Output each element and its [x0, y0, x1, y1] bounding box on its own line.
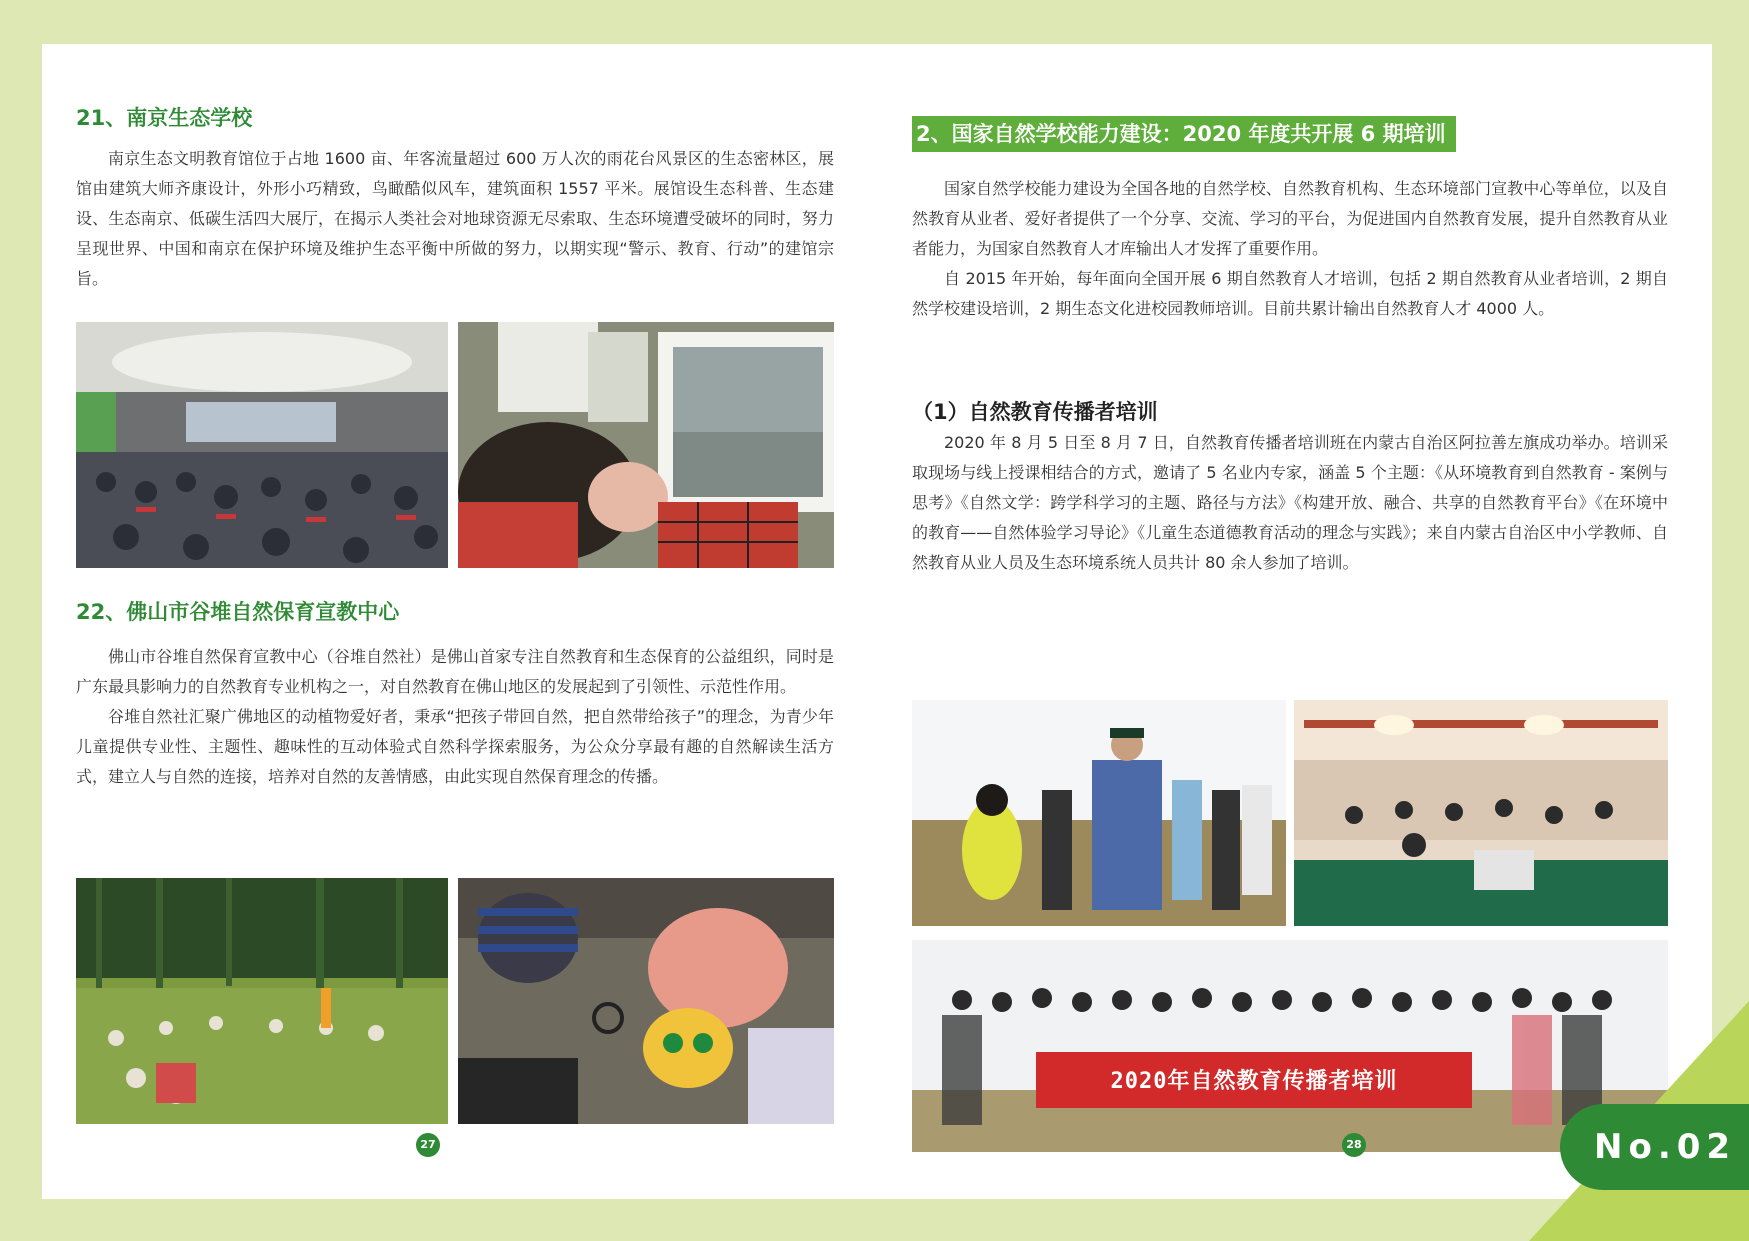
photo-exhibit	[458, 322, 834, 568]
section2-title: 2、国家自然学校能力建设：2020 年度共开展 6 期培训	[912, 116, 1456, 152]
photo-conference	[1294, 700, 1668, 926]
page-number-right: 28	[1342, 1133, 1366, 1157]
photo-lawn-circle	[76, 878, 448, 1124]
section22-title: 22、佛山市谷堆自然保育宣教中心	[76, 600, 400, 624]
chapter-badge: No.02	[1560, 1104, 1749, 1190]
page-number-left: 27	[416, 1133, 440, 1157]
section21-paragraph-1: 南京生态文明教育馆位于占地 1600 亩、年客流量超过 600 万人次的雨花台风景区的生态密林区，展馆由建筑大师齐康设计，外形小巧精致，鸟瞰酷似风车，建筑面积 1557 平米。展馆设生态科普、生态建设、生态南京、低碳生活四大展厅，在揭示人类社会对地球资源无尽索取、生态环境遭受破坏的同时，努力呈现世界、中国和南京在保护环境及维护生态平衡中所做的努力，以期实现“警示、教育、行动”的建馆宗旨。	[76, 149, 834, 288]
training-banner: 2020年自然教育传播者培训	[1036, 1052, 1472, 1108]
document-page	[42, 44, 1712, 1199]
section22-paragraph-1: 佛山市谷堆自然保育宣教中心（谷堆自然社）是佛山首家专注自然教育和生态保育的公益组织，同时是广东最具影响力的自然教育专业机构之一，对自然教育在佛山地区的发展起到了引领性、示范性作用。	[76, 647, 834, 696]
section21-title: 21、南京生态学校	[76, 106, 253, 130]
subsection-title: （1）自然教育传播者培训	[912, 400, 1158, 424]
photo-auditorium	[76, 322, 448, 568]
photo-kids-magnifier	[458, 878, 834, 1124]
section22-body	[76, 642, 834, 792]
subsection-body	[912, 428, 1668, 578]
photo-field-lecture	[912, 700, 1286, 926]
subsection-paragraph: 2020 年 8 月 5 日至 8 月 7 日，自然教育传播者培训班在内蒙古自治区阿拉善左旗成功举办。培训采取现场与线上授课相结合的方式，邀请了 5 名业内专家，涵盖 5 个主题：《从环境教育到自然教育 - 案例与思考》《自然文学：跨学科学习的主题、路径与方法》《构建开放、融合、共享的自然教育平台》《在环境中的教育——自然体验学习导论》《儿童生态道德教育活动的理念与实践》；来自内蒙古自治区中小学教师、自然教育从业人员及生态环境系统人员共计 80 余人参加了培训。	[912, 433, 1668, 572]
section21-body	[76, 144, 834, 294]
section22-paragraph-2: 谷堆自然社汇聚广佛地区的动植物爱好者，秉承“把孩子带回自然，把自然带给孩子”的理念，为青少年儿童提供专业性、主题性、趣味性的互动体验式自然科学探索服务，为公众分享最有趣的自然解读生活方式，建立人与自然的连接，培养对自然的友善情感，由此实现自然保育理念的传播。	[76, 707, 834, 786]
intro-paragraph-2: 自 2015 年开始，每年面向全国开展 6 期自然教育人才培训，包括 2 期自然教育从业者培训，2 期自然学校建设培训，2 期生态文化进校园教师培训。目前共累计输出自然教育人才 4000 人。	[912, 269, 1668, 318]
intro-paragraph-1: 国家自然学校能力建设为全国各地的自然学校、自然教育机构、生态环境部门宣教中心等单位，以及自然教育从业者、爱好者提供了一个分享、交流、学习的平台，为促进国内自然教育发展，提升自然教育从业者能力，为国家自然教育人才库输出人才发挥了重要作用。	[912, 179, 1668, 258]
section2-intro	[912, 174, 1668, 324]
